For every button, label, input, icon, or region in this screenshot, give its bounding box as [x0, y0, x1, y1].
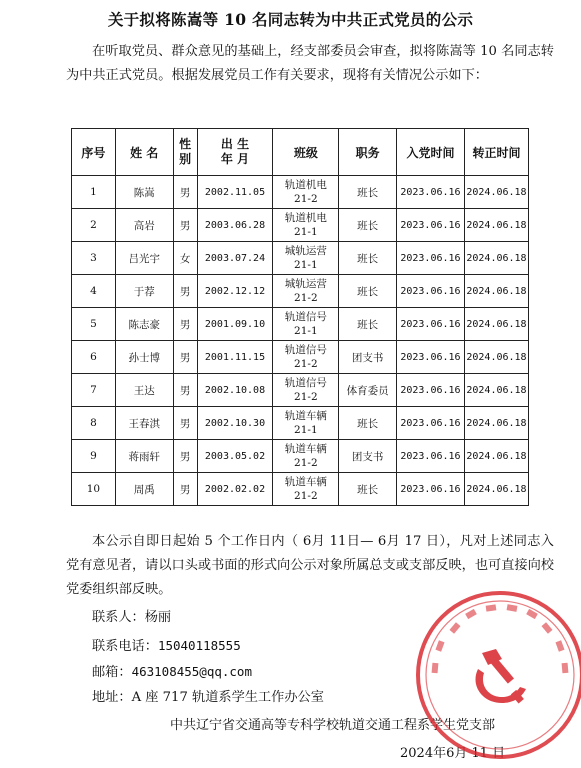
cell-class-line2: 21-2 [294, 457, 318, 469]
table-header-row [72, 129, 529, 176]
cell-gender: 女 [173, 242, 197, 275]
cell-class-line2: 21-1 [294, 226, 318, 238]
cell-class-line1: 轨道信号 [284, 311, 327, 323]
cell-gender: 男 [173, 407, 197, 440]
cell-class-line2: 21-2 [294, 391, 318, 403]
cell-class-line1: 轨道机电 [284, 179, 327, 191]
cell-birth: 2003.05.02 [197, 440, 273, 473]
cell-no: 9 [72, 440, 116, 473]
members-table [71, 128, 529, 506]
signer-organization: 中共辽宁省交通高等专科学校轨道交通工程系学生党支部 [170, 718, 496, 733]
cell-birth: 2002.10.08 [197, 374, 273, 407]
cell-name: 孙士博 [115, 341, 173, 374]
cell-class [273, 209, 339, 242]
cell-gender: 男 [173, 275, 197, 308]
table-row [72, 242, 529, 275]
cell-formal: 2024.06.18 [464, 473, 528, 506]
header-class: 班级 [273, 129, 339, 176]
contact-address [92, 688, 324, 708]
contact-email [92, 662, 252, 683]
cell-name: 吕光宇 [115, 242, 173, 275]
cell-class [273, 440, 339, 473]
cell-gender: 男 [173, 308, 197, 341]
cell-name: 王达 [115, 374, 173, 407]
contact-email-value: 463108455@qq.com [131, 664, 252, 679]
cell-birth: 2002.02.02 [197, 473, 273, 506]
cell-no: 7 [72, 374, 116, 407]
table-row [72, 341, 529, 374]
contact-email-label: 邮箱： [92, 665, 132, 680]
cell-birth: 2001.11.15 [197, 341, 273, 374]
cell-birth: 2003.07.24 [197, 242, 273, 275]
contact-phone-value: 15040118555 [157, 638, 241, 653]
signature-date: 2024年6月 11 日 [400, 746, 506, 761]
cell-join: 2023.06.16 [396, 242, 464, 275]
cell-role: 班长 [339, 176, 397, 209]
cell-class-line2: 21-1 [294, 424, 318, 436]
cell-birth: 2002.10.30 [197, 407, 273, 440]
cell-name: 陈嵩 [115, 176, 173, 209]
cell-formal: 2024.06.18 [464, 374, 528, 407]
contact-phone [92, 636, 241, 657]
table-row [72, 275, 529, 308]
cell-role: 班长 [339, 407, 397, 440]
document-title: 关于拟将陈嵩等 10 名同志转为中共正式党员的公示 [107, 10, 474, 29]
contact-phone-label: 联系电话： [92, 639, 158, 654]
cell-name: 陈志豪 [115, 308, 173, 341]
header-join: 入党时间 [396, 129, 464, 176]
contact-address-label: 地址： [92, 690, 132, 705]
cell-join: 2023.06.16 [396, 176, 464, 209]
cell-formal: 2024.06.18 [464, 341, 528, 374]
cell-formal: 2024.06.18 [464, 176, 528, 209]
cell-name: 高岩 [115, 209, 173, 242]
cell-class-line1: 城轨运营 [284, 245, 327, 257]
cell-gender: 男 [173, 176, 197, 209]
cell-name: 周禹 [115, 473, 173, 506]
cell-join: 2023.06.16 [396, 440, 464, 473]
cell-join: 2023.06.16 [396, 341, 464, 374]
cell-class-line2: 21-1 [294, 325, 318, 337]
table-row [72, 209, 529, 242]
cell-class-line2: 21-2 [294, 292, 318, 304]
contact-address-value: A 座 717 轨道系学生工作办公室 [131, 690, 324, 705]
table-row [72, 473, 529, 506]
cell-name: 于荐 [115, 275, 173, 308]
cell-role: 团支书 [339, 440, 397, 473]
table-row [72, 407, 529, 440]
cell-join: 2023.06.16 [396, 374, 464, 407]
cell-role: 班长 [339, 308, 397, 341]
cell-class-line2: 21-2 [294, 358, 318, 370]
cell-no: 8 [72, 407, 116, 440]
cell-class [273, 473, 339, 506]
table-row [72, 440, 529, 473]
contact-person-label: 联系人： [92, 610, 145, 625]
cell-class-line1: 轨道信号 [284, 377, 327, 389]
cell-join: 2023.06.16 [396, 407, 464, 440]
cell-join: 2023.06.16 [396, 308, 464, 341]
cell-formal: 2024.06.18 [464, 440, 528, 473]
header-no: 序号 [72, 129, 116, 176]
cell-class [273, 275, 339, 308]
cell-class [273, 242, 339, 275]
cell-class [273, 407, 339, 440]
cell-birth: 2002.11.05 [197, 176, 273, 209]
table-row [72, 308, 529, 341]
cell-class-line1: 轨道机电 [284, 212, 327, 224]
cell-class-line1: 轨道信号 [284, 344, 327, 356]
cell-formal: 2024.06.18 [464, 308, 528, 341]
cell-formal: 2024.06.18 [464, 242, 528, 275]
contact-person-value: 杨丽 [144, 610, 172, 625]
header-name: 姓 名 [115, 129, 173, 176]
header-role: 职务 [339, 129, 397, 176]
cell-class-line1: 城轨运营 [284, 278, 327, 290]
cell-join: 2023.06.16 [396, 275, 464, 308]
header-gender-line2: 别 [179, 152, 192, 166]
header-gender [173, 129, 197, 176]
table-row [72, 374, 529, 407]
cell-class [273, 176, 339, 209]
header-birth [197, 129, 273, 176]
cell-birth: 2003.06.28 [197, 209, 273, 242]
header-formal: 转正时间 [464, 129, 528, 176]
cell-class-line2: 21-2 [294, 490, 318, 502]
cell-role: 团支书 [339, 341, 397, 374]
table-row [72, 176, 529, 209]
header-gender-line1: 性 [179, 137, 192, 151]
header-birth-line2: 年 月 [220, 152, 250, 166]
cell-role: 班长 [339, 242, 397, 275]
cell-name: 蒋雨轩 [115, 440, 173, 473]
cell-class [273, 341, 339, 374]
cell-gender: 男 [173, 374, 197, 407]
cell-role: 班长 [339, 473, 397, 506]
header-birth-line1: 出 生 [220, 137, 250, 151]
cell-no: 5 [72, 308, 116, 341]
cell-gender: 男 [173, 473, 197, 506]
party-emblem-seal-icon [410, 585, 581, 765]
cell-role: 班长 [339, 209, 397, 242]
cell-class-line2: 21-1 [294, 259, 318, 271]
cell-class [273, 308, 339, 341]
cell-role: 班长 [339, 275, 397, 308]
cell-class-line1: 轨道车辆 [284, 476, 327, 488]
cell-class-line2: 21-2 [294, 193, 318, 205]
cell-name: 王春淇 [115, 407, 173, 440]
cell-formal: 2024.06.18 [464, 209, 528, 242]
cell-join: 2023.06.16 [396, 209, 464, 242]
cell-no: 10 [72, 473, 116, 506]
cell-class-line1: 轨道车辆 [284, 410, 327, 422]
cell-formal: 2024.06.18 [464, 407, 528, 440]
cell-birth: 2001.09.10 [197, 308, 273, 341]
cell-no: 3 [72, 242, 116, 275]
cell-class [273, 374, 339, 407]
cell-gender: 男 [173, 440, 197, 473]
cell-class-line1: 轨道车辆 [284, 443, 327, 455]
cell-gender: 男 [173, 209, 197, 242]
cell-join: 2023.06.16 [396, 473, 464, 506]
cell-role: 体育委员 [339, 374, 397, 407]
cell-no: 6 [72, 341, 116, 374]
cell-formal: 2024.06.18 [464, 275, 528, 308]
contact-person [92, 608, 171, 628]
cell-no: 1 [72, 176, 116, 209]
cell-birth: 2002.12.12 [197, 275, 273, 308]
cell-gender: 男 [173, 341, 197, 374]
intro-paragraph: 在听取党员、群众意见的基础上，经支部委员会审查，拟将陈嵩等 10 名同志转为中共正式党员。根据发展党员工作有关要求，现将有关情况公示如下： [66, 44, 554, 83]
cell-no: 2 [72, 209, 116, 242]
cell-no: 4 [72, 275, 116, 308]
notice-paragraph: 本公示自即日起始 5 个工作日内（ 6月 11日— 6月 17 日），凡对上述同志入党有意见者，请以口头或书面的形式向公示对象所属总支或支部反映，也可直接向校党委组织部反映。 [66, 534, 554, 597]
